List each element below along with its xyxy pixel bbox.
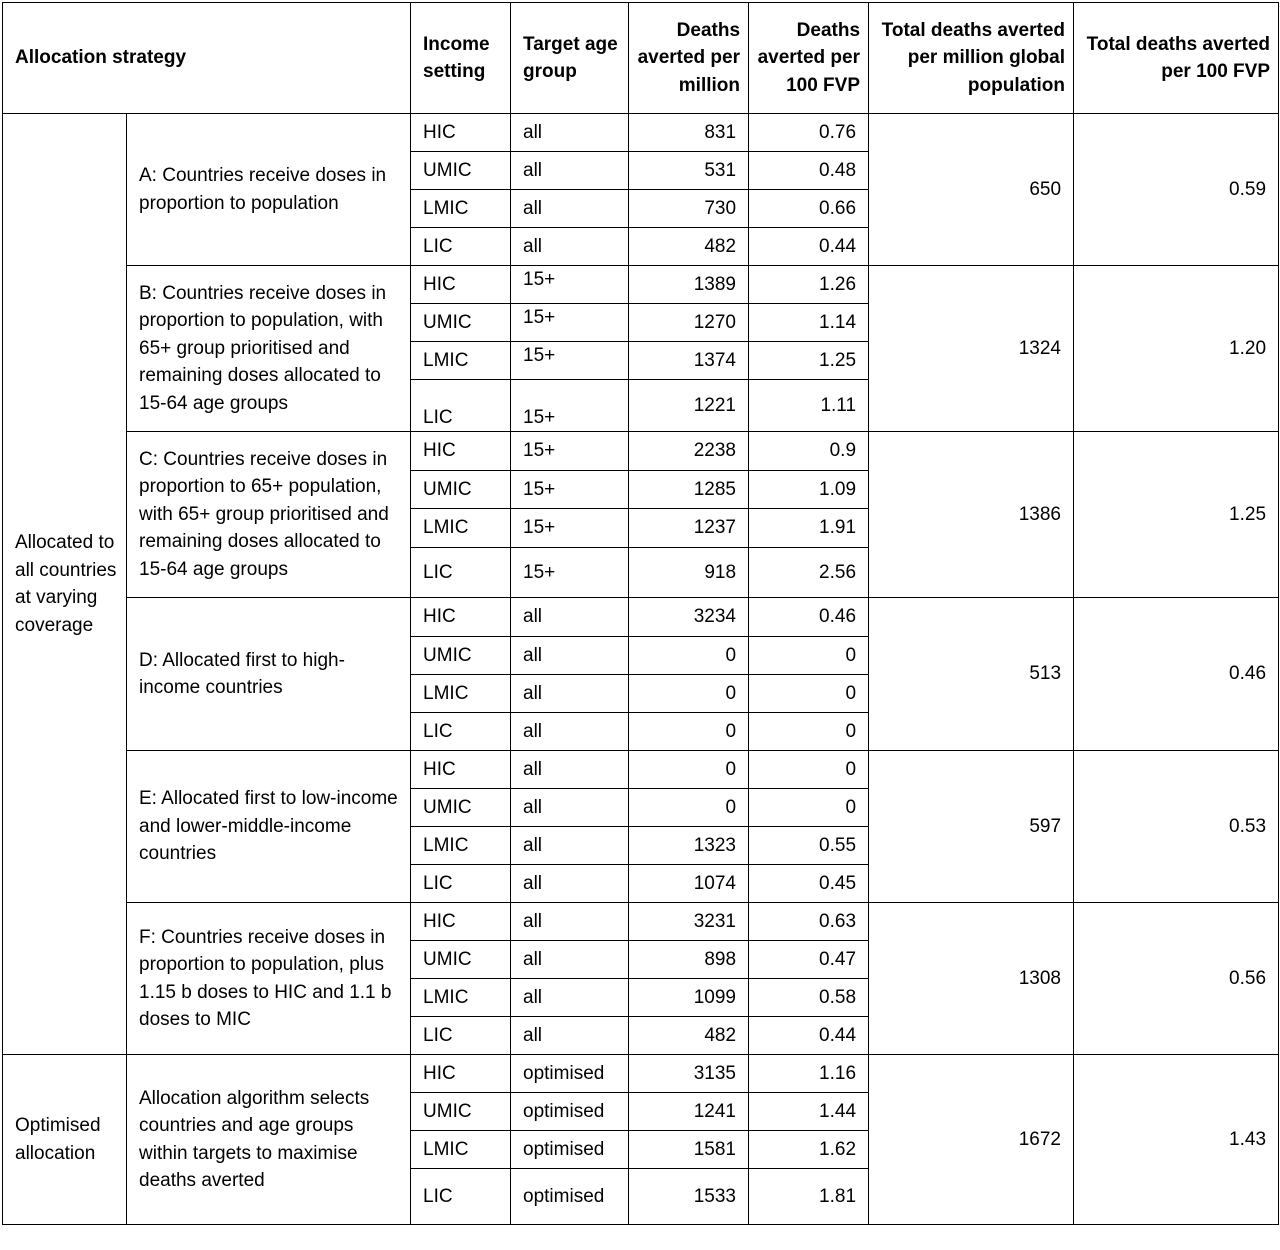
per-100-cell: 1.91 [749,509,869,548]
per-million-cell: 1241 [629,1093,749,1131]
income-cell: UMIC [411,637,511,675]
strategy-label: B: Countries receive doses in proportion to population, with 65+ group prioritised and remaining doses allocated to 15-64 age groups [127,266,411,432]
total-per-100-cell: 1.25 [1074,432,1279,598]
table-row [3,903,1279,941]
age-cell: all [511,228,629,266]
per-100-cell: 0.76 [749,114,869,152]
total-per-100-cell: 1.20 [1074,266,1279,432]
header-total-per-million: Total deaths averted per million global population [869,3,1074,114]
per-million-cell: 0 [629,789,749,827]
per-million-cell: 1581 [629,1131,749,1169]
age-cell: all [511,827,629,865]
income-cell: LMIC [411,342,511,380]
income-cell: LMIC [411,675,511,713]
per-100-cell: 0.63 [749,903,869,941]
income-cell: HIC [411,266,511,304]
income-cell: LMIC [411,979,511,1017]
per-million-cell: 1270 [629,304,749,342]
per-million-cell: 1374 [629,342,749,380]
per-100-cell: 1.14 [749,304,869,342]
income-cell: UMIC [411,152,511,190]
total-per-million-cell: 513 [869,598,1074,751]
income-cell: LIC [411,1017,511,1055]
per-million-cell: 3135 [629,1055,749,1093]
header-target-age-group: Target age group [511,3,629,114]
income-cell: UMIC [411,941,511,979]
per-100-cell: 1.44 [749,1093,869,1131]
total-per-100-cell: 0.46 [1074,598,1279,751]
total-per-million-cell: 650 [869,114,1074,266]
per-100-cell: 0.48 [749,152,869,190]
income-cell: UMIC [411,471,511,509]
income-cell: LIC [411,1169,511,1225]
strategy-label: A: Countries receive doses in proportion to population [127,114,411,266]
group-label: Optimised allocation [3,1055,127,1225]
per-million-cell: 1389 [629,266,749,304]
header-deaths-per-million: Deaths averted per million [629,3,749,114]
per-million-cell: 1237 [629,509,749,548]
age-cell: all [511,789,629,827]
per-million-cell: 918 [629,548,749,598]
per-million-cell: 482 [629,1017,749,1055]
per-million-cell: 730 [629,190,749,228]
per-million-cell: 0 [629,713,749,751]
header-income-setting: Income setting [411,3,511,114]
per-100-cell: 0.45 [749,865,869,903]
income-cell: HIC [411,751,511,789]
total-per-million-cell: 1386 [869,432,1074,598]
strategy-label: D: Allocated first to high-income countries [127,598,411,751]
income-cell: LIC [411,548,511,598]
per-100-cell: 0 [749,713,869,751]
income-cell: HIC [411,1055,511,1093]
income-cell: UMIC [411,789,511,827]
age-cell: all [511,1017,629,1055]
income-cell: LMIC [411,827,511,865]
age-cell: all [511,751,629,789]
income-cell: HIC [411,114,511,152]
per-million-cell: 3234 [629,598,749,637]
income-cell: LMIC [411,1131,511,1169]
age-cell: all [511,903,629,941]
per-million-cell: 1285 [629,471,749,509]
age-cell: optimised [511,1093,629,1131]
per-million-cell: 0 [629,751,749,789]
age-cell: 15+ [511,266,629,304]
age-cell: all [511,598,629,637]
per-100-cell: 0 [749,751,869,789]
income-cell: UMIC [411,304,511,342]
per-100-cell: 1.25 [749,342,869,380]
group-label: Allocated to all countries at varying coverage [3,114,127,1055]
per-100-cell: 1.16 [749,1055,869,1093]
table-row [3,1055,1279,1093]
per-100-cell: 1.09 [749,471,869,509]
age-cell: all [511,637,629,675]
header-total-per-100-fvp: Total deaths averted per 100 FVP [1074,3,1279,114]
per-million-cell: 1323 [629,827,749,865]
per-million-cell: 831 [629,114,749,152]
per-million-cell: 0 [629,675,749,713]
age-cell: all [511,675,629,713]
age-cell: all [511,865,629,903]
table-row [3,432,1279,471]
strategy-label: Allocation algorithm selects countries and age groups within targets to maximise deaths averted [127,1055,411,1225]
age-cell: all [511,713,629,751]
per-100-cell: 0 [749,789,869,827]
header-deaths-per-100-fvp: Deaths averted per 100 FVP [749,3,869,114]
per-100-cell: 0.66 [749,190,869,228]
per-million-cell: 531 [629,152,749,190]
age-cell: 15+ [511,432,629,471]
age-cell: all [511,941,629,979]
per-100-cell: 0.58 [749,979,869,1017]
age-cell: 15+ [511,380,629,432]
per-100-cell: 1.62 [749,1131,869,1169]
income-cell: HIC [411,598,511,637]
age-cell: 15+ [511,548,629,598]
income-cell: UMIC [411,1093,511,1131]
age-cell: optimised [511,1169,629,1225]
per-100-cell: 0.9 [749,432,869,471]
age-cell: all [511,114,629,152]
total-per-million-cell: 1324 [869,266,1074,432]
per-100-cell: 0.46 [749,598,869,637]
per-100-cell: 0 [749,637,869,675]
per-million-cell: 898 [629,941,749,979]
table-row [3,751,1279,789]
total-per-million-cell: 597 [869,751,1074,903]
age-cell: 15+ [511,471,629,509]
per-million-cell: 3231 [629,903,749,941]
per-100-cell: 2.56 [749,548,869,598]
total-per-100-cell: 0.56 [1074,903,1279,1055]
per-100-cell: 0.47 [749,941,869,979]
per-100-cell: 1.26 [749,266,869,304]
table-row [3,266,1279,304]
age-cell: 15+ [511,304,629,342]
total-per-100-cell: 0.53 [1074,751,1279,903]
header-row [3,3,1279,114]
income-cell: LMIC [411,190,511,228]
income-cell: LMIC [411,509,511,548]
per-100-cell: 0.44 [749,228,869,266]
per-million-cell: 482 [629,228,749,266]
table-row [3,114,1279,152]
allocation-results-table [2,2,1279,1225]
age-cell: all [511,152,629,190]
age-cell: optimised [511,1131,629,1169]
per-million-cell: 1074 [629,865,749,903]
per-100-cell: 0.55 [749,827,869,865]
income-cell: LIC [411,713,511,751]
per-million-cell: 1533 [629,1169,749,1225]
income-cell: HIC [411,903,511,941]
per-100-cell: 0.44 [749,1017,869,1055]
age-cell: 15+ [511,509,629,548]
per-million-cell: 1221 [629,380,749,432]
per-100-cell: 1.11 [749,380,869,432]
total-per-million-cell: 1308 [869,903,1074,1055]
strategy-label: F: Countries receive doses in proportion to population, plus 1.15 b doses to HIC and 1.1 b doses to MIC [127,903,411,1055]
table-row [3,598,1279,637]
age-cell: 15+ [511,342,629,380]
total-per-million-cell: 1672 [869,1055,1074,1225]
per-million-cell: 0 [629,637,749,675]
total-per-100-cell: 0.59 [1074,114,1279,266]
per-million-cell: 2238 [629,432,749,471]
strategy-label: C: Countries receive doses in proportion to 65+ population, with 65+ group prioritised and remaining doses allocated to 15-64 age groups [127,432,411,598]
income-cell: HIC [411,432,511,471]
total-per-100-cell: 1.43 [1074,1055,1279,1225]
age-cell: all [511,190,629,228]
per-100-cell: 0 [749,675,869,713]
per-100-cell: 1.81 [749,1169,869,1225]
age-cell: optimised [511,1055,629,1093]
header-allocation-strategy: Allocation strategy [3,3,411,114]
per-million-cell: 1099 [629,979,749,1017]
income-cell: LIC [411,228,511,266]
age-cell: all [511,979,629,1017]
income-cell: LIC [411,380,511,432]
strategy-label: E: Allocated first to low-income and lower-middle-income countries [127,751,411,903]
income-cell: LIC [411,865,511,903]
